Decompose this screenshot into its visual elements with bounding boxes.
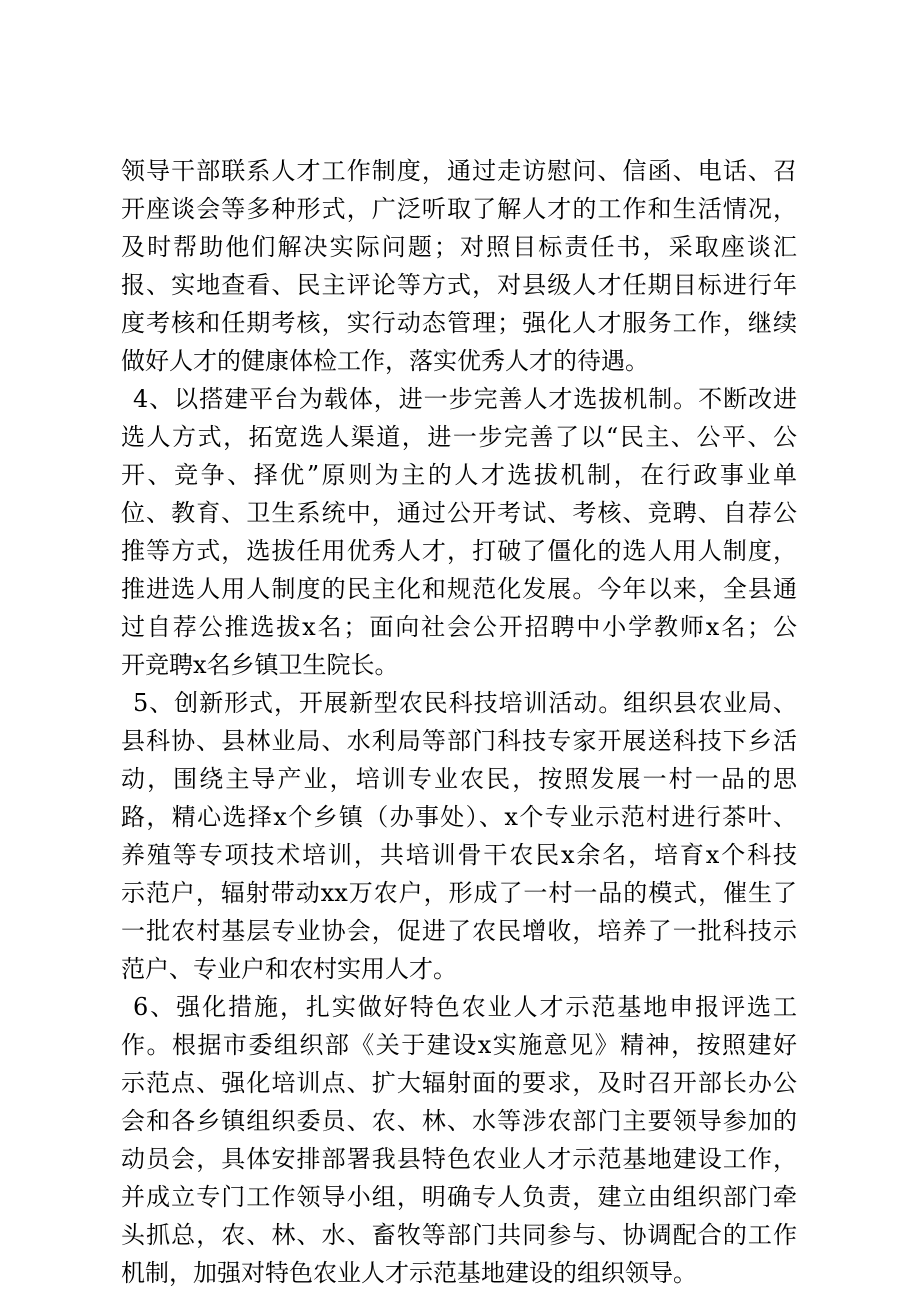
text-line: 6、强化措施，扎实做好特色农业人才示范基地申报评选工 xyxy=(133,993,797,1021)
text-line: 机制，加强对特色农业人才示范基地建设的组织领导。 xyxy=(121,1259,697,1287)
text-line: 头抓总，农、林、水、畜牧等部门共同参与、协调配合的工作 xyxy=(121,1221,797,1249)
text-line: 推等方式，选拔任用优秀人才，打破了僵化的选人用人制度， xyxy=(121,537,797,565)
text-line: 示范户，辐射带动xx万农户，形成了一村一品的模式，催生了 xyxy=(121,879,797,907)
text-line: 位、教育、卫生系统中，通过公开考试、考核、竞聘、自荐公 xyxy=(121,499,797,527)
text-line: 动员会，具体安排部署我县特色农业人才示范基地建设工作， xyxy=(121,1145,797,1173)
text-line: 开竞聘x名乡镇卫生院长。 xyxy=(121,651,399,679)
body-text xyxy=(121,152,797,1292)
text-line: 示范点、强化培训点、扩大辐射面的要求，及时召开部长办公 xyxy=(121,1069,797,1097)
text-line: 4、以搭建平台为载体，进一步完善人才选拔机制。不断改进 xyxy=(133,385,797,413)
text-line: 开、竞争、择优”原则为主的人才选拔机制，在行政事业单 xyxy=(121,461,797,489)
text-line: 养殖等专项技术培训，共培训骨干农民x余名，培育x个科技 xyxy=(121,841,797,869)
text-line: 度考核和任期考核，实行动态管理；强化人才服务工作，继续 xyxy=(121,309,797,337)
text-line: 开座谈会等多种形式，广泛听取了解人才的工作和生活情况， xyxy=(121,195,797,223)
text-line: 作。根据市委组织部《关于建设x实施意见》精神，按照建好 xyxy=(121,1031,797,1059)
text-line: 领导干部联系人才工作制度，通过走访慰问、信函、电话、召 xyxy=(121,157,797,185)
text-line: 推进选人用人制度的民主化和规范化发展。今年以来，全县通 xyxy=(121,575,797,603)
text-line: 一批农村基层专业协会，促进了农民增收，培养了一批科技示 xyxy=(121,917,797,945)
text-line: 县科协、县林业局、水利局等部门科技专家开展送科技下乡活 xyxy=(121,727,797,755)
text-line: 并成立专门工作领导小组，明确专人负责，建立由组织部门牵 xyxy=(121,1183,797,1211)
text-line: 选人方式，拓宽选人渠道，进一步完善了以“民主、公平、公 xyxy=(121,423,797,451)
text-line: 范户、专业户和农村实用人才。 xyxy=(121,955,457,983)
text-line: 过自荐公推选拔x名；面向社会公开招聘中小学教师x名；公 xyxy=(121,613,797,641)
text-line: 做好人才的健康体检工作，落实优秀人才的待遇。 xyxy=(121,347,649,375)
text-line: 报、实地查看、民主评论等方式，对县级人才任期目标进行年 xyxy=(121,271,797,299)
text-line: 路，精心选择x个乡镇（办事处）、x个专业示范村进行茶叶、 xyxy=(121,803,797,831)
text-line: 及时帮助他们解决实际问题；对照目标责任书，采取座谈汇 xyxy=(121,233,797,261)
text-line: 会和各乡镇组织委员、农、林、水等涉农部门主要领导参加的 xyxy=(121,1107,797,1135)
text-line: 5、创新形式，开展新型农民科技培训活动。组织县农业局、 xyxy=(133,689,797,717)
text-line: 动，围绕主导产业，培训专业农民，按照发展一村一品的思 xyxy=(121,765,797,793)
